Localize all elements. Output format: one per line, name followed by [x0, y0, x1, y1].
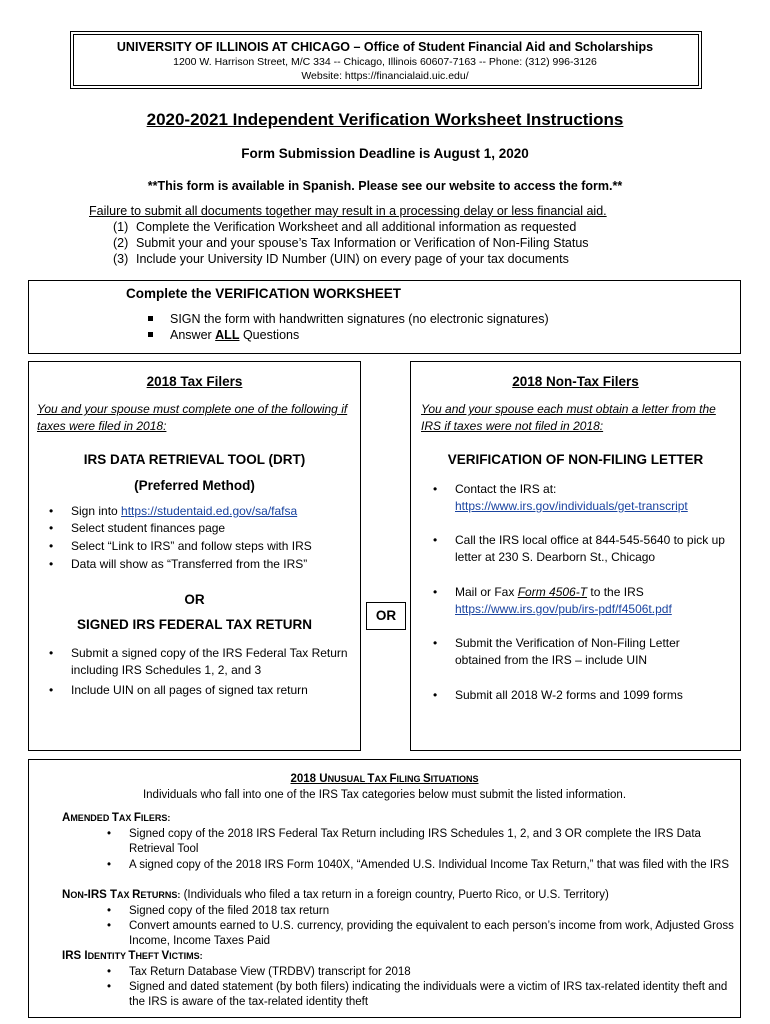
irs-transcript-link[interactable]: https://www.irs.gov/individuals/get-transcript	[455, 499, 688, 513]
tax-filers-intro: You and your spouse must complete one of the following if taxes were filed in 2018:	[37, 402, 348, 433]
university-office-title: UNIVERSITY OF ILLINOIS AT CHICAGO – Office of Student Financial Aid and Scholarships	[116, 40, 654, 54]
step-item	[113, 220, 576, 234]
bullet-text: Call the IRS local office at 844-545-5640 to pick up letter at 230 S. Dearborn St., Chicago	[455, 533, 725, 564]
bullet-icon: •	[107, 828, 112, 840]
list-item	[49, 556, 356, 573]
bullet-icon: •	[49, 646, 54, 660]
unusual-situations-intro: Individuals who fall into one of the IRS Tax categories below must submit the listed information.	[142, 789, 627, 801]
step-item	[113, 252, 569, 266]
list-item	[433, 687, 735, 704]
step-number: (2)	[113, 236, 129, 250]
bullet-icon: •	[107, 859, 112, 871]
list-item	[433, 584, 735, 618]
bullet-text: Mail or Fax	[455, 585, 518, 599]
step-number: (3)	[113, 252, 129, 266]
square-bullet-icon	[148, 332, 153, 337]
tax-filers-title: 2018 Tax Filers	[146, 374, 243, 389]
failure-warning: Failure to submit all documents together may result in a processing delay or less financial aid.	[89, 204, 607, 218]
bullet-icon: •	[49, 683, 54, 697]
bullet-icon: •	[433, 688, 438, 702]
form-4506t-link[interactable]: https://www.irs.gov/pub/irs-pdf/f4506t.pdf	[455, 602, 672, 616]
submission-deadline: Form Submission Deadline is August 1, 2020	[241, 146, 529, 161]
identity-theft-victims-heading: IRS IDENTITY THEFT VICTIMS:	[62, 950, 203, 962]
bullet-text: Signed copy of the 2018 IRS Federal Tax Return including IRS Schedules 1, 2, and 3 OR complete the IRS Data Retrieval Tool	[129, 828, 701, 855]
worksheet-item-text: Answer	[170, 328, 216, 342]
step-number: (1)	[113, 220, 129, 234]
bullet-icon: •	[433, 636, 438, 650]
worksheet-item-sign	[148, 312, 549, 326]
or-separator: OR	[184, 592, 205, 607]
drt-title: IRS DATA RETRIEVAL TOOL (DRT)	[83, 452, 306, 467]
bullet-icon: •	[107, 981, 112, 993]
list-item	[107, 904, 734, 919]
bullet-icon: •	[107, 966, 112, 978]
list-item	[433, 532, 725, 566]
bullet-text: Submit the Verification of Non-Filing Letter obtained from the IRS – include UIN	[455, 636, 680, 667]
non-tax-filers-intro: You and your spouse each must obtain a letter from the IRS if taxes were not filed in 2018:	[421, 402, 716, 433]
bullet-text: Signed copy of the filed 2018 tax return	[129, 905, 330, 917]
bullet-text: Submit a signed copy of the IRS Federal Tax Return including IRS Schedules 1, 2, and 3	[71, 646, 348, 677]
document-title: 2020-2021 Independent Verification Worksheet Instructions	[146, 110, 624, 129]
step-text: Complete the Verification Worksheet and all additional information as requested	[136, 220, 577, 234]
office-website: Website: https://financialaid.uic.edu/	[301, 70, 469, 82]
bullet-icon: •	[49, 521, 54, 535]
non-irs-description: (Individuals who filed a tax return in a foreign country, Puerto Rico, or U.S. Territory)	[180, 889, 609, 901]
bullet-text: Include UIN on all pages of signed tax return	[71, 683, 308, 697]
bullet-text: Data will show as “Transferred from the IRS”	[71, 557, 308, 571]
non-irs-tax-returns-heading: NON-IRS TAX RETURNS: (Individuals who filed a tax return in a foreign country, Puerto Rico, or U.S. Territory)	[62, 889, 609, 901]
list-item	[49, 503, 356, 520]
emphasis-all: ALL	[215, 328, 240, 342]
list-item	[49, 645, 351, 679]
bullet-text: A signed copy of the 2018 IRS Form 1040X, “Amended U.S. Individual Income Tax Return,” that was filed with the IRS	[129, 859, 730, 871]
bullet-icon: •	[433, 585, 438, 599]
list-item	[107, 919, 734, 949]
bullet-text: Tax Return Database View (TRDBV) transcript for 2018	[129, 966, 411, 978]
unusual-situations-title: 2018 UNUSUAL TAX FILING SITUATIONS	[290, 773, 479, 785]
list-item	[107, 980, 734, 1010]
worksheet-item-text: SIGN the form with handwritten signatures (no electronic signatures)	[170, 312, 549, 326]
bullet-icon: •	[433, 533, 438, 547]
list-item	[433, 635, 725, 669]
list-item	[49, 682, 351, 699]
fafsa-link[interactable]: https://studentaid.ed.gov/sa/fafsa	[121, 504, 298, 518]
bullet-icon: •	[49, 557, 54, 571]
bullet-text: Submit all 2018 W-2 forms and 1099 forms	[455, 688, 683, 702]
worksheet-item-answer	[148, 328, 299, 342]
list-item	[107, 965, 734, 980]
list-item	[49, 520, 356, 537]
bullet-text: Sign into	[71, 504, 122, 518]
bullet-icon: •	[107, 905, 112, 917]
bullet-icon: •	[433, 482, 438, 496]
or-label: OR	[375, 608, 397, 623]
non-tax-filers-title: 2018 Non-Tax Filers	[512, 374, 639, 389]
bullet-text: Contact the IRS at:	[455, 482, 557, 496]
signed-return-title: SIGNED IRS FEDERAL TAX RETURN	[76, 617, 313, 632]
bullet-text: Select student finances page	[71, 521, 226, 535]
bullet-text: Signed and dated statement (by both filers) indicating the individuals were a victim of IRS tax-related identity theft and the IRS is aware of the tax-related identity theft	[129, 981, 728, 1008]
list-item	[107, 827, 734, 857]
spanish-availability-note: **This form is available in Spanish. Please see our website to access the form.**	[147, 179, 623, 193]
worksheet-title: Complete the VERIFICATION WORKSHEET	[126, 286, 402, 301]
bullet-text: Select “Link to IRS” and follow steps with IRS	[71, 539, 312, 553]
step-text: Submit your and your spouse’s Tax Information or Verification of Non-Filing Status	[136, 236, 589, 250]
step-text: Include your University ID Number (UIN) on every page of your tax documents	[136, 252, 569, 266]
bullet-icon: •	[107, 920, 112, 932]
amended-tax-filers-heading: AMENDED TAX FILERS:	[62, 812, 171, 824]
list-item	[433, 481, 735, 515]
non-filing-letter-title: VERIFICATION OF NON-FILING LETTER	[447, 452, 704, 467]
drt-preferred-method: (Preferred Method)	[134, 478, 255, 493]
worksheet-item-text-end: Questions	[239, 328, 300, 342]
bullet-text: Convert amounts earned to U.S. currency, providing the equivalent to each person’s income from work, Adjusted Gross Income, Income Taxes Paid	[129, 920, 734, 947]
office-address: 1200 W. Harrison Street, M/C 334 -- Chicago, Illinois 60607-7163 -- Phone: (312) 996-3126	[173, 56, 597, 68]
bullet-icon: •	[49, 504, 54, 518]
bullet-icon: •	[49, 539, 54, 553]
list-item	[49, 538, 356, 555]
bullet-text-end: to the IRS	[587, 585, 644, 599]
form-4506t-name: Form 4506-T	[517, 585, 588, 599]
list-item	[107, 858, 734, 873]
step-item	[113, 236, 589, 250]
square-bullet-icon	[148, 316, 153, 321]
